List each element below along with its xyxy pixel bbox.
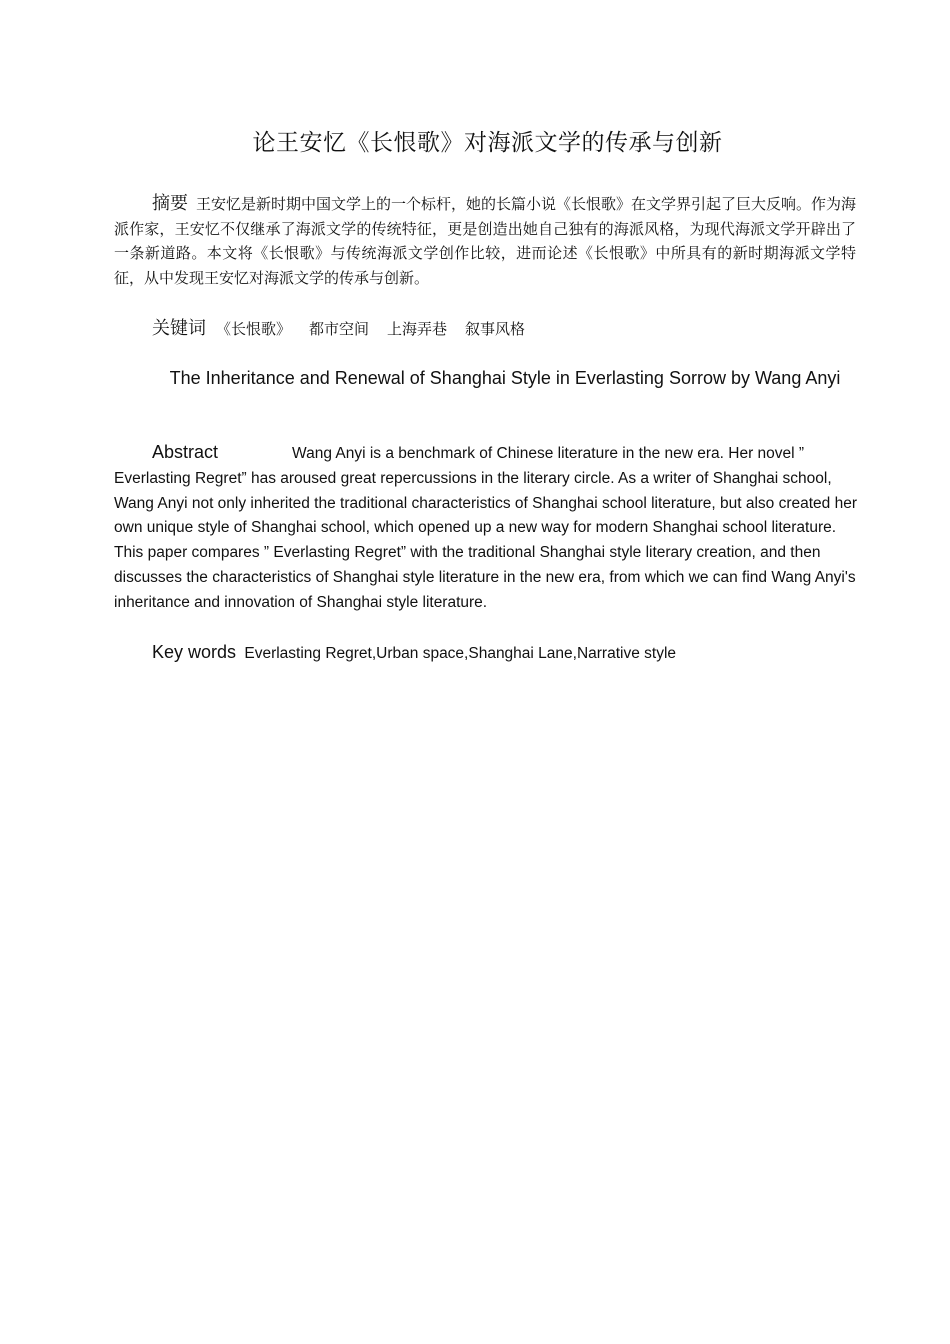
chinese-keywords bbox=[152, 317, 852, 341]
english-abstract-label: Abstract bbox=[152, 442, 219, 462]
chinese-keyword: 上海弄巷 bbox=[387, 320, 448, 338]
chinese-title: 论王安忆《长恨歌》对海派文学的传承与创新 bbox=[252, 130, 723, 156]
english-abstract bbox=[114, 440, 858, 616]
english-keywords bbox=[152, 640, 852, 666]
chinese-abstract-label: 摘要 bbox=[152, 193, 188, 214]
chinese-keyword: 叙事风格 bbox=[465, 320, 526, 338]
chinese-keyword: 都市空间 bbox=[309, 320, 370, 338]
english-keywords-label: Key words bbox=[152, 642, 237, 662]
chinese-abstract bbox=[114, 192, 856, 290]
english-abstract-text: Wang Anyi is a benchmark of Chinese literature in the new era. Her novel ” Everlasting Regret” has aroused great repercussions in the literary circle. As a writer of Shanghai school, Wang Anyi not only inherited the traditional characteristics of Shanghai school literature, but also created her own unique style of Shanghai school, which opened up a new way for modern Shanghai school literature. This paper compares ” Everlasting Regret” with the traditional Shanghai style literary creation, and then discusses the characteristics of Shanghai style literature in the new era, from which we can find Wang Anyi's inheritance and innovation of Shanghai style literature. bbox=[114, 445, 857, 611]
english-keywords-text: Everlasting Regret,Urban space,Shanghai Lane,Narrative style bbox=[244, 645, 677, 662]
english-title: The Inheritance and Renewal of Shanghai Style in Everlasting Sorrow by Wang Anyi bbox=[169, 368, 841, 388]
chinese-keyword: 《长恨歌》 bbox=[216, 320, 292, 338]
chinese-keywords-label: 关键词 bbox=[152, 318, 206, 339]
chinese-abstract-text: 王安忆是新时期中国文学上的一个标杆，她的长篇小说《长恨歌》在文学界引起了巨大反响。作为海派作家，王安忆不仅继承了海派文学的传统特征，更是创造出她自己独有的海派风格，为现代海派文学开辟出了一条新道路。本文将《长恨歌》与传统海派文学创作比较，进而论述《长恨歌》中所具有的新时期海派文学特征，从中发现王安忆对海派文学的传承与创新。 bbox=[114, 195, 857, 287]
